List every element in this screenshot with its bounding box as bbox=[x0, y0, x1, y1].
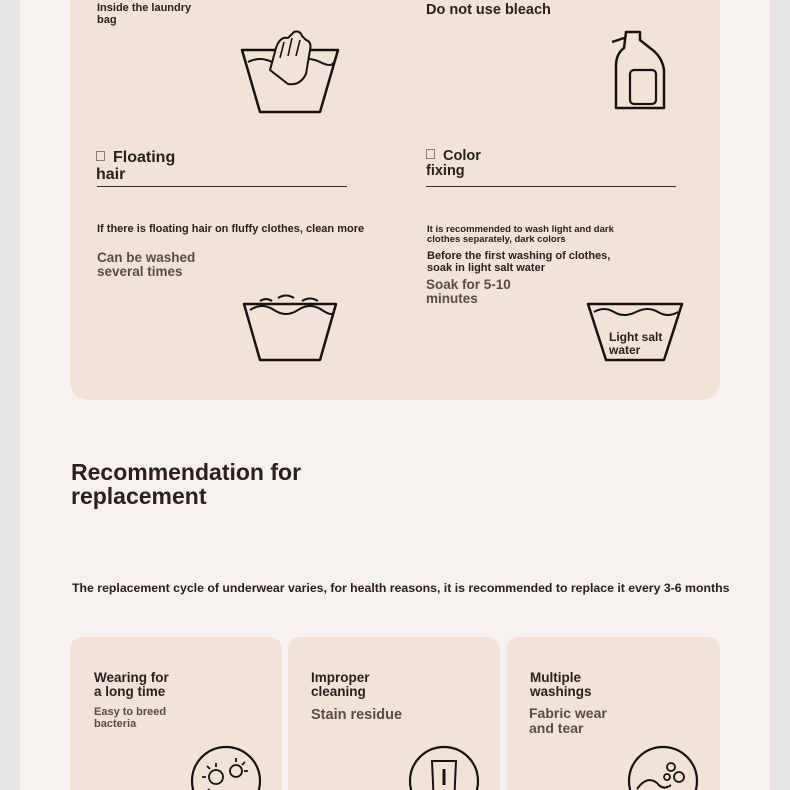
card-title: Improper cleaning bbox=[311, 670, 370, 700]
reason-card-improper-cleaning bbox=[288, 637, 500, 790]
color-fixing-sub: Before the first washing of clothes, soak in light salt water bbox=[427, 250, 611, 274]
floating-hair-heading: Floating hair bbox=[96, 149, 176, 183]
checkbox-square-icon bbox=[426, 149, 435, 159]
card-subtitle: Easy to breed bacteria bbox=[94, 706, 167, 730]
divider bbox=[97, 186, 347, 187]
reason-card-long-wear bbox=[70, 637, 282, 790]
floating-hair-note: If there is floating hair on fluffy clothes, clean more bbox=[97, 223, 365, 235]
replacement-cycle-text: The replacement cycle of underwear varies, for health reasons, it is recommended to replace it every 3-6 months bbox=[72, 581, 730, 595]
replacement-title: Recommendation for replacement bbox=[71, 459, 302, 510]
card-subtitle: Fabric wear and tear bbox=[529, 705, 607, 736]
stain-icon bbox=[408, 745, 480, 790]
card-title: Multiple washings bbox=[530, 670, 592, 700]
salt-water-label: Light salt water bbox=[609, 330, 663, 357]
divider bbox=[426, 186, 676, 187]
wash-basin-icon bbox=[242, 292, 338, 362]
card-subtitle: Stain residue bbox=[311, 707, 403, 723]
color-fixing-note: It is recommended to wash light and dark clothes separately, dark colors bbox=[427, 224, 614, 245]
floating-hair-sub: Can be washed several times bbox=[97, 250, 196, 280]
card-title: Wearing for a long time bbox=[94, 670, 169, 700]
hand-wash-basin-icon bbox=[240, 30, 340, 114]
bleach-bottle-icon bbox=[610, 30, 666, 112]
checkbox-square-icon bbox=[96, 151, 105, 161]
fabric-wear-icon bbox=[627, 745, 699, 790]
page bbox=[20, 0, 770, 790]
soak-duration: Soak for 5-10 minutes bbox=[426, 277, 511, 307]
color-fixing-heading: Color fixing bbox=[426, 148, 481, 180]
reason-card-multiple-washings bbox=[507, 637, 720, 790]
bacteria-icon bbox=[190, 745, 262, 790]
laundry-bag-label: Inside the laundry bag bbox=[97, 2, 192, 26]
no-bleach-label: Do not use bleach bbox=[426, 2, 551, 18]
